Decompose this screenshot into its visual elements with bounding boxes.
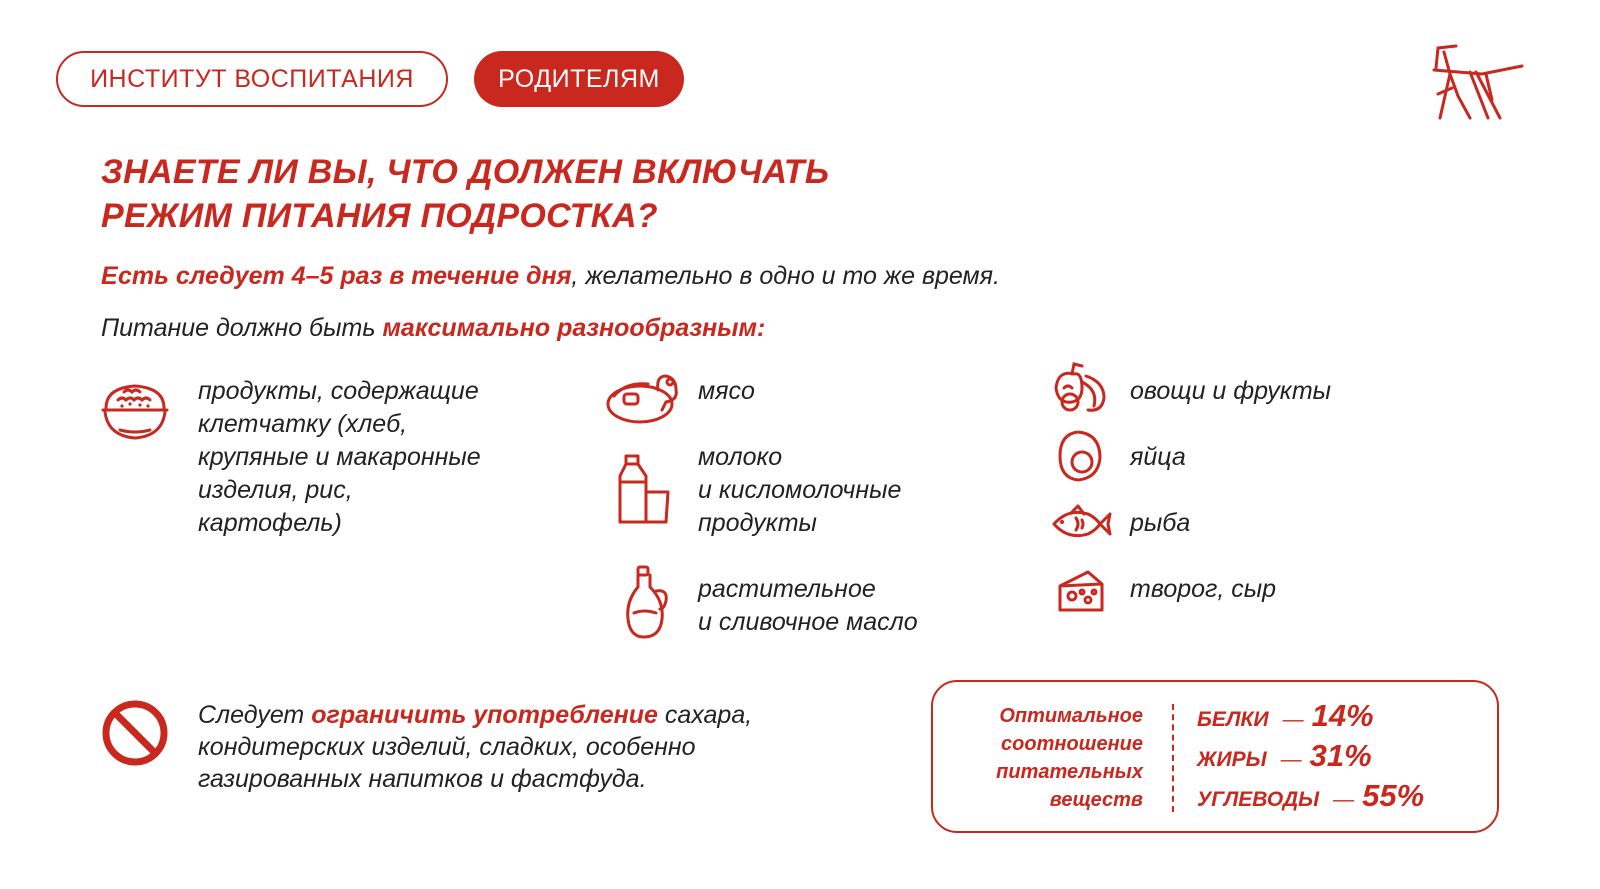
restriction-highlight: ограничить употребление <box>311 701 658 729</box>
restriction-rest: сахара, кондитерских изделий, сладких, особенно газированных напитков и фастфуда. <box>198 701 753 793</box>
ratio-dash: — <box>1282 708 1304 731</box>
ratio-caption-line: соотношение <box>1001 733 1143 755</box>
ratio-caption-line: питательных <box>996 761 1143 783</box>
oil-jug-icon <box>622 565 672 641</box>
ratio-divider <box>1172 704 1174 812</box>
egg-icon <box>1054 428 1106 484</box>
meals-frequency-rest: , желательно в одно и то же время. <box>571 262 1000 290</box>
food-milk-text <box>698 441 998 540</box>
institute-badge[interactable]: ИНСТИТУТ ВОСПИТАНИЯ <box>56 51 448 107</box>
food-fiber-line: клетчатку (хлеб, <box>198 410 408 438</box>
food-veg-text <box>1130 375 1430 408</box>
cheese-icon <box>1056 568 1106 614</box>
nutrient-ratio-box <box>931 680 1499 833</box>
title-line-2: РЕЖИМ ПИТАНИЯ ПОДРОСТКА? <box>101 197 658 235</box>
food-fish-text <box>1130 507 1430 540</box>
prohibited-icon <box>100 698 170 768</box>
food-milk-line: продукты <box>698 509 817 537</box>
food-eggs-text <box>1130 441 1430 474</box>
food-oil-text <box>698 573 1018 639</box>
page-title <box>101 150 1001 238</box>
restriction-text <box>198 699 858 795</box>
food-eggs-line: яйца <box>1130 443 1186 471</box>
food-fish-line: рыба <box>1130 509 1191 537</box>
variety-prefix: Питание должно быть <box>101 314 383 342</box>
food-fiber-line: крупяные и макаронные <box>198 443 481 471</box>
food-oil-line: и сливочное масло <box>698 608 918 636</box>
ratio-percent: 14% <box>1311 698 1374 733</box>
ratio-row-fat <box>1197 738 1372 774</box>
food-fiber-line: продукты, содержащие <box>198 377 479 405</box>
porridge-bowl-icon <box>100 378 170 442</box>
food-cheese-line: творог, сыр <box>1130 575 1277 603</box>
restriction-prefix: Следует <box>198 701 312 729</box>
milk-icon <box>616 452 672 526</box>
meals-frequency-highlight: Есть следует 4–5 раз в течение дня <box>101 262 572 290</box>
vegetables-fruits-icon <box>1052 360 1110 414</box>
food-milk-line: молоко <box>698 443 783 471</box>
ratio-row-protein <box>1197 698 1374 734</box>
logo-icon <box>1430 44 1526 124</box>
variety-text <box>101 314 765 343</box>
ratio-name: БЕЛКИ <box>1197 708 1269 731</box>
fish-icon <box>1050 504 1112 544</box>
ratio-row-carbs <box>1197 778 1424 814</box>
food-fiber-text <box>198 375 578 540</box>
ratio-dash: — <box>1333 788 1355 811</box>
food-veg-line: овощи и фрукты <box>1130 377 1332 405</box>
food-milk-line: и кисломолочные <box>698 476 902 504</box>
ratio-dash: — <box>1280 748 1302 771</box>
food-oil-line: растительное <box>698 575 876 603</box>
food-meat-line: мясо <box>698 377 755 405</box>
meat-icon <box>604 370 686 426</box>
ratio-caption-line: Оптимальное <box>999 705 1143 727</box>
ratio-percent: 55% <box>1362 778 1425 813</box>
ratio-name: ЖИРЫ <box>1197 748 1267 771</box>
food-fiber-line: картофель) <box>198 509 342 537</box>
parents-badge[interactable]: РОДИТЕЛЯМ <box>474 51 684 107</box>
food-fiber-line: изделия, рис, <box>198 476 353 504</box>
ratio-caption-line: веществ <box>1049 789 1143 811</box>
title-line-1: ЗНАЕТЕ ЛИ ВЫ, ЧТО ДОЛЖЕН ВКЛЮЧАТЬ <box>101 153 830 191</box>
ratio-name: УГЛЕВОДЫ <box>1197 788 1320 811</box>
ratio-percent: 31% <box>1309 738 1372 773</box>
variety-highlight: максимально разнообразным: <box>382 314 766 342</box>
meals-frequency-text <box>101 262 1000 291</box>
ratio-caption <box>963 702 1143 814</box>
food-cheese-text <box>1130 573 1430 606</box>
food-meat-text <box>698 375 998 408</box>
